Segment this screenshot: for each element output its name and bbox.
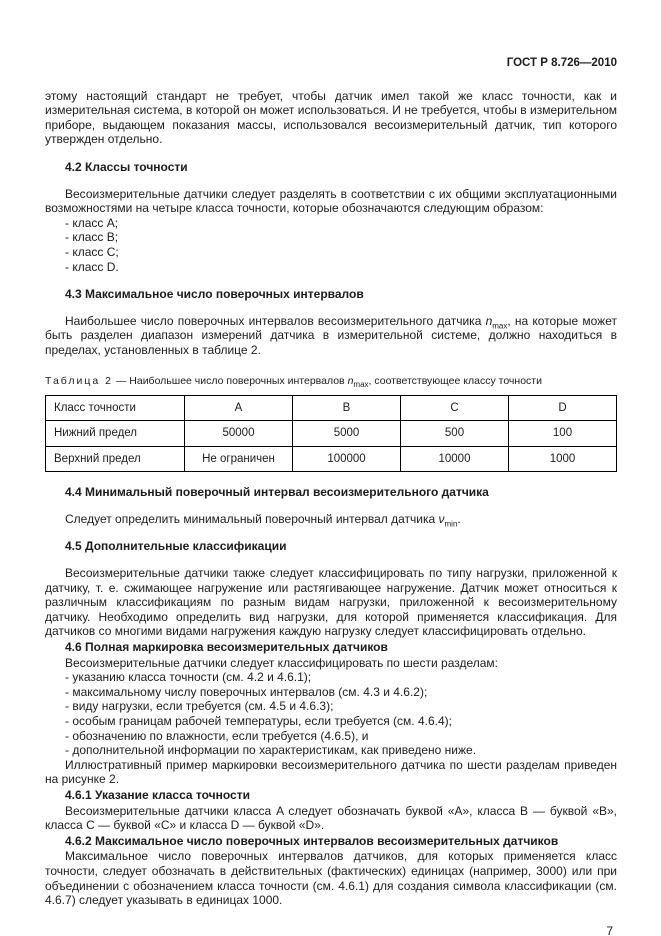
list-item-class-d: - класс D. <box>65 259 119 274</box>
table-cell: 100000 <box>293 446 401 472</box>
paragraph-4-6-2: Максимальное число поверочных интервалов датчиков, для которых применяется класс точности, следует обозначать в действительных (фактических) единицах (например, 3000) или при объединении с обозначением класса точности (см. 4.6.1) для создания символа классификации (см. 4.6.7) следует указывать в единицах 1000. <box>45 849 617 908</box>
table-header-cell: Класс точности <box>46 395 185 421</box>
symbol-n: n <box>485 313 493 328</box>
table-header-cell: D <box>509 395 617 421</box>
paragraph-4-2: Весоизмерительные датчики следует разделять в соответствии с их общими эксплуатационными возможностями на четыре класса точности, которые обозначаются следующим образом: <box>45 186 617 216</box>
paragraph-4-4-text-cont: . <box>457 511 461 526</box>
table-cell: 1000 <box>509 446 617 472</box>
list-item-class-c: - класс C; <box>65 244 119 259</box>
list-item-humidity: - обозначению по влажности, если требуется (4.6.5), и <box>65 728 369 743</box>
intro-paragraph: этому настоящий стандарт не требует, чтобы датчик имел такой же класс точности, как и измерительная система, в которой он может использоваться. И не требуется, чтобы в измерительном приборе, выдающем показания массы, использовался весоизмерительный датчик, тип которого утвержден отдельно. <box>45 88 617 147</box>
table-header-cell: A <box>185 395 293 421</box>
table-cell: 10000 <box>401 446 509 472</box>
section-title-4-2: 4.2 Классы точности <box>65 159 188 174</box>
table-row <box>46 446 617 472</box>
list-item-class-a: - класс A; <box>65 215 119 230</box>
list-item-max-intervals: - максимальному числу поверочных интервалов (см. 4.3 и 4.6.2); <box>65 684 428 699</box>
subscript-max: max <box>492 321 508 331</box>
page-number: 7 <box>606 923 613 936</box>
table-row <box>46 421 617 447</box>
subscript-max: max <box>353 379 369 389</box>
section-title-4-6: 4.6 Полная маркировка весоизмерительных датчиков <box>65 640 388 655</box>
list-item-class-b: - класс B; <box>65 230 119 245</box>
list-item-accuracy-class: - указанию класса точности (см. 4.2 и 4.6.1); <box>65 670 312 685</box>
table-header-cell: C <box>401 395 509 421</box>
table-cell: Верхний предел <box>46 446 185 472</box>
paragraph-4-4-text: Следует определить минимальный поверочный интервал датчика <box>65 511 439 526</box>
paragraph-4-3-text: Наибольшее число поверочных интервалов весоизмерительного датчика <box>65 313 486 328</box>
list-item-additional-info: - дополнительной информации по характеристикам, как приведено ниже. <box>65 743 477 758</box>
symbol-n: n <box>347 374 354 387</box>
table-cell: Не ограничен <box>185 446 293 472</box>
table-caption-text-cont: , соответствующее классу точности <box>368 374 542 387</box>
section-title-4-6-2: 4.6.2 Максимальное число поверочных интервалов весоизмерительных датчиков <box>65 833 559 848</box>
symbol-nu: ν <box>438 511 445 526</box>
list-item-temperature: - особым границам рабочей температуры, если требуется (см. 4.6.4); <box>65 714 452 728</box>
list-item-load-type: - виду нагрузки, если требуется (см. 4.5 и 4.6.3); <box>65 699 334 714</box>
paragraph-4-3-text-cont: , на которые может быть разделен диапазон измерений датчика в измерительной системе, должно находиться в пределах, установленных в таблице 2. <box>45 313 617 357</box>
table-caption-label: Таблица 2 <box>45 374 113 387</box>
table-2 <box>45 395 617 473</box>
table-cell: Нижний предел <box>46 421 185 447</box>
paragraph-4-5: Весоизмерительные датчики также следует классифицировать по типу нагрузки, приложенной к датчику, т. е. сжимающее нагружение или растягивающее нагружение. Датчик может относиться к различным классификациям по разным видам нагрузки, приложенной к весоизмерительному датчику. Необходимо определить вид нагрузки, для которой применяется классификация. Для датчиков со многими видами нагружения каждую нагрузку следует классифицировать отдельно. <box>45 566 617 639</box>
table-header-cell: B <box>293 395 401 421</box>
table-cell: 5000 <box>293 421 401 447</box>
section-title-4-4: 4.4 Минимальный поверочный интервал весоизмерительного датчика <box>65 485 489 500</box>
section-title-4-3: 4.3 Максимальное число поверочных интервалов <box>65 287 364 302</box>
paragraph-4-6-example: Иллюстративный пример маркировки весоизмерительного датчика по шести разделам приведен на рисунке 2. <box>45 757 617 787</box>
table-cell: 50000 <box>185 421 293 447</box>
section-title-4-5: 4.5 Дополнительные классификации <box>65 539 287 554</box>
paragraph-4-3 <box>45 314 617 358</box>
table-header-row <box>46 395 617 421</box>
paragraph-4-6: Весоизмерительные датчики следует классифицировать по шести разделам: <box>65 655 499 670</box>
paragraph-4-6-1: Весоизмерительные датчики класса A следует обозначать буквой «A», класса B — буквой «B», класса C — буквой «C» и класса D — буквой «D». <box>45 803 617 833</box>
doc-number: ГОСТ Р 8.726—2010 <box>506 57 617 69</box>
table-cell: 500 <box>401 421 509 447</box>
table-caption <box>45 375 617 388</box>
section-title-4-6-1: 4.6.1 Указание класса точности <box>65 787 250 802</box>
paragraph-4-4 <box>45 512 617 527</box>
table-cell: 100 <box>509 421 617 447</box>
subscript-min: min <box>444 519 458 529</box>
table-caption-text: — Наибольшее число поверочных интервалов <box>112 374 348 387</box>
